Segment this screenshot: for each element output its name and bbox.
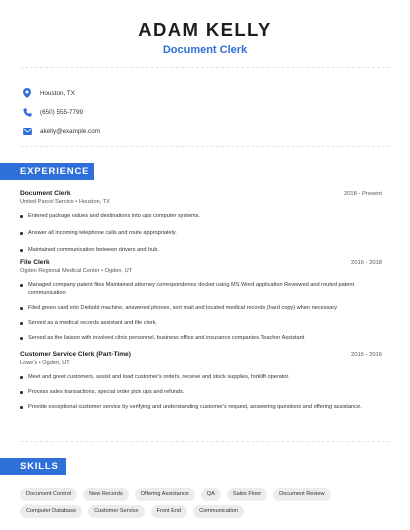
bullet-item: Filed green card into Diebold machine, answered phones, sort mail and located medical records (hard copy) when necessary — [20, 304, 382, 312]
skill-chip: Offering Assistance — [135, 488, 195, 501]
job-organization: Ogden Regional Medical Center • Ogden, UT — [20, 268, 133, 274]
email-link[interactable]: akelly@example.com — [40, 127, 100, 135]
experience-heading — [0, 163, 94, 180]
email-icon — [22, 126, 32, 136]
skill-chip: New Records — [83, 488, 129, 501]
phone-text: (650) 555-7799 — [40, 108, 84, 116]
job-bullets — [20, 212, 382, 254]
skills-heading — [0, 458, 66, 475]
job-organization: United Parcel Service • Houston, TX — [20, 199, 110, 205]
candidate-name: ADAM KELLY — [138, 19, 272, 40]
contact-divider — [20, 146, 390, 147]
contact-phone — [22, 103, 100, 121]
job-dates: 2018 - Present — [343, 191, 382, 197]
bullet-item: Entered package values and destinations into ups computer systems. — [20, 212, 382, 220]
resume-header — [0, 0, 410, 57]
phone-icon — [22, 107, 32, 117]
bullet-item: Maintained communication between drivers and hub. — [20, 246, 382, 254]
job-entry — [20, 351, 382, 418]
job-entry — [20, 190, 382, 261]
header-divider — [20, 67, 390, 68]
email-text[interactable] — [40, 128, 100, 135]
skill-chip: Computer Database — [20, 505, 82, 518]
skills-heading-text: SKILLS — [20, 461, 59, 472]
contact-location — [22, 84, 100, 102]
contact-email — [22, 122, 100, 140]
bullet-item: Process sales transactions, special order pick ups and refunds. — [20, 388, 382, 396]
skills-list — [20, 488, 390, 522]
skill-chip: Sales Floor — [227, 488, 267, 501]
candidate-role: Document Clerk — [162, 44, 248, 56]
skill-chip: Communication — [193, 505, 244, 518]
job-bullets — [20, 373, 382, 411]
job-title: File Clerk — [20, 259, 50, 266]
bullet-item: Provide exceptional customer service by verifying and understanding customer's request, answering questions and offering assistance. — [20, 403, 382, 411]
job-bullets — [20, 281, 382, 342]
skill-chip: Customer Service — [88, 505, 144, 518]
location-pin-icon — [22, 88, 32, 98]
bullet-item: Served as a medical records assistant and file clerk. — [20, 319, 382, 327]
skill-chip: QA — [201, 488, 221, 501]
skill-chip: Front End — [151, 505, 188, 518]
bullet-item: Served as the liaison with involved clinic personnel, business office and insurance companies.Teacher Assistant — [20, 334, 382, 342]
experience-divider — [20, 441, 390, 442]
skill-chip: Document Control — [20, 488, 77, 501]
job-entry — [20, 259, 382, 349]
contact-list — [22, 84, 100, 141]
job-dates: 2015 - 2016 — [351, 352, 382, 358]
job-organization: Lowe's • Ogden, UT — [20, 360, 70, 366]
bullet-item: Managed company patent files Maintained attorney correspondence docket using MS Word application Reviewed and routed patent communication — [20, 281, 382, 297]
job-dates: 2016 - 2018 — [351, 260, 382, 266]
bullet-item: Meet and greet customers, assist and load customer's orders, receive and stock supplies, forklift operator. — [20, 373, 382, 381]
experience-heading-text: EXPERIENCE — [20, 166, 90, 177]
job-title: Customer Service Clerk (Part-Time) — [20, 351, 131, 358]
job-title: Document Clerk — [20, 190, 71, 197]
skill-chip: Document Review — [273, 488, 330, 501]
location-text: Houston, TX — [40, 89, 75, 97]
bullet-item: Answer all incoming telephone calls and route appropriately. — [20, 229, 382, 237]
